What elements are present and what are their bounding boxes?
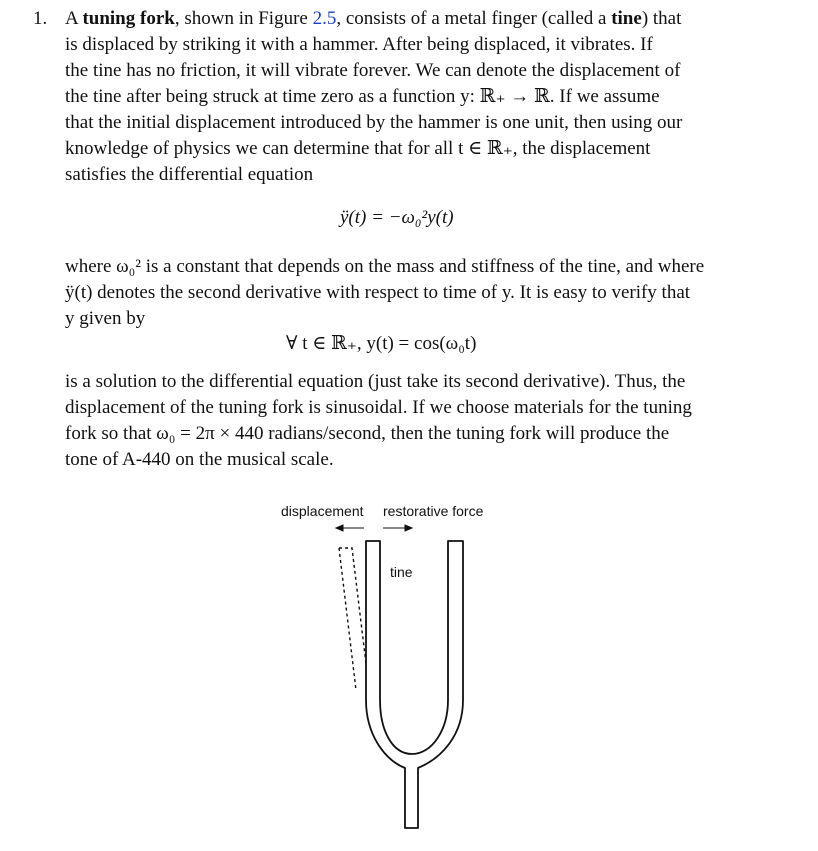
text-run: , consists of a metal finger (called a — [336, 8, 612, 29]
equation-differential: ÿ(t) = −ω₀²y(t) — [340, 207, 454, 228]
paragraph-1-line-7: satisfies the differential equation — [65, 164, 314, 185]
paragraph-1-line-2: is displaced by striking it with a hammer. After being displaced, it vibrates. If — [65, 34, 653, 55]
label-tine: tine — [390, 564, 413, 580]
paragraph-1-line-4: the tine after being struck at time zero as a function y: ℝ₊ → ℝ. If we assume — [65, 86, 660, 107]
tuning-fork-outline — [366, 541, 463, 828]
paragraph-2-line-3: y given by — [65, 308, 146, 329]
paragraph-2-line-2: ÿ(t) denotes the second derivative with respect to time of y. It is easy to verify that — [65, 282, 691, 303]
item-number: 1. — [33, 8, 48, 29]
paragraph-3-line-1: is a solution to the differential equation (just take its second derivative). Thus, the — [65, 371, 686, 392]
paragraph-3-line-4: tone of A-440 on the musical scale. — [65, 449, 334, 470]
figure-reference-link[interactable]: 2.5 — [312, 8, 337, 29]
paragraph-3-line-3: fork so that ω₀ = 2π × 440 radians/second, then the tuning fork will produce the — [65, 423, 670, 444]
displacement-arrow — [336, 525, 364, 531]
text-run: A — [65, 8, 83, 29]
paragraph-1-line-3: the tine has no friction, it will vibrate forever. We can denote the displacement of — [65, 60, 681, 81]
restorative-force-arrow — [383, 525, 412, 531]
displaced-tine-outline — [339, 548, 368, 690]
paragraph-1-line-5: that the initial displacement introduced by the hammer is one unit, then using our — [65, 112, 683, 133]
equation-solution: ∀ t ∈ ℝ₊, y(t) = cos(ω₀t) — [286, 333, 477, 354]
paragraph-2-line-1: where ω₀² is a constant that depends on the mass and stiffness of the tine, and where — [65, 256, 705, 277]
label-displacement: displacement — [281, 503, 364, 519]
label-restorative-force: restorative force — [383, 503, 484, 519]
paragraph-1-line-6: knowledge of physics we can determine that for all t ∈ ℝ₊, the displacement — [65, 138, 651, 159]
term-tine: tine — [611, 8, 642, 29]
paragraph-3-line-2: displacement of the tuning fork is sinusoidal. If we choose materials for the tuning — [65, 397, 692, 418]
text-run: , shown in Figure — [174, 8, 313, 29]
text-run: ) that — [641, 8, 682, 29]
term-tuning-fork: tuning fork — [82, 8, 175, 29]
